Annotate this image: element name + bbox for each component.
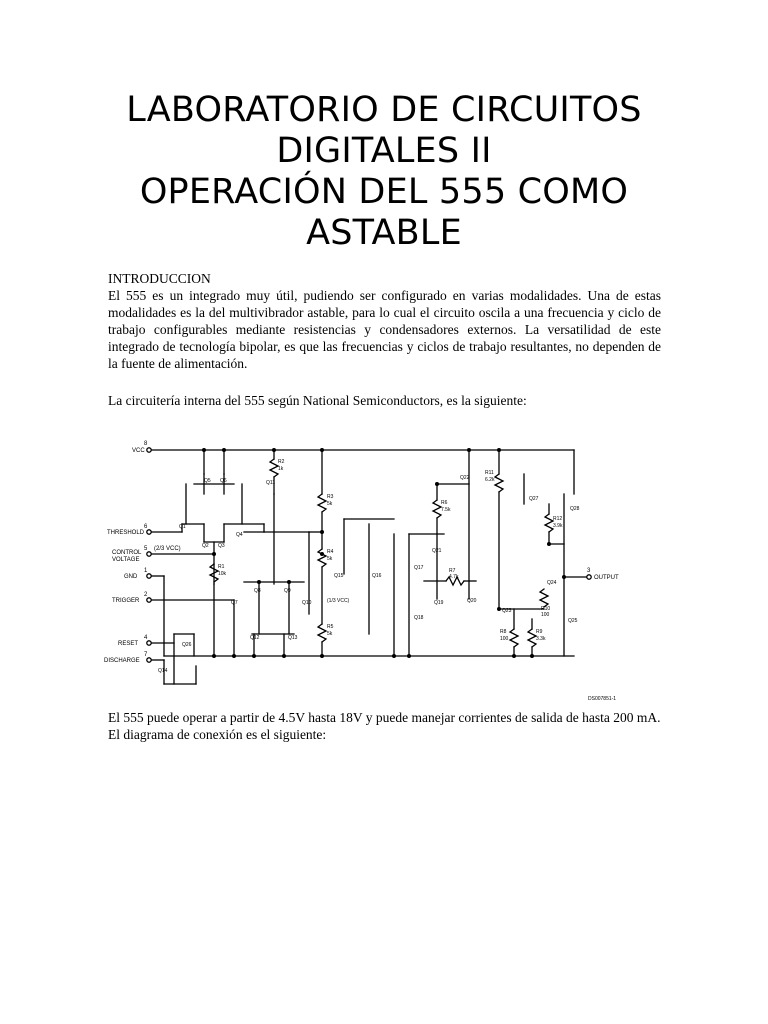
resistor-value: 100 bbox=[541, 612, 550, 618]
transistor-label: Q8 bbox=[254, 588, 261, 594]
discharge-pin-terminal bbox=[147, 658, 151, 662]
transistor-label: Q22 bbox=[460, 475, 470, 481]
trigger-pin-terminal bbox=[147, 598, 151, 602]
gnd-pin-terminal bbox=[147, 574, 151, 578]
resistor-r3-symbol bbox=[318, 494, 326, 512]
transistor-label: Q1 bbox=[179, 524, 186, 530]
pin-number: 2 bbox=[144, 592, 148, 598]
transistor-label: Q3 bbox=[218, 543, 225, 549]
resistor-r11-symbol bbox=[495, 474, 503, 492]
transistor-label: Q13 bbox=[288, 635, 298, 641]
transistor-label: Q12 bbox=[250, 635, 260, 641]
transistor-label: Q9 bbox=[284, 588, 291, 594]
pin-number: 8 bbox=[144, 441, 148, 447]
title-line: LABORATORIO DE CIRCUITOS bbox=[126, 90, 642, 130]
resistor-r9-symbol bbox=[528, 629, 536, 647]
transistor-label: Q18 bbox=[414, 615, 424, 621]
resistor-value: 5k bbox=[327, 501, 333, 507]
resistor-r4-symbol bbox=[318, 549, 326, 567]
figure-reference-code: DS007851-1 bbox=[588, 696, 617, 702]
schematic-diagram bbox=[104, 434, 634, 704]
resistor-label: R8 bbox=[500, 629, 507, 635]
pin-number: 6 bbox=[144, 524, 148, 530]
pin-label-control: CONTROL bbox=[112, 550, 142, 556]
transistor-label: Q24 bbox=[547, 580, 557, 586]
resistor-value: 4.7k bbox=[449, 574, 459, 580]
pin-label-discharge: DISCHARGE bbox=[104, 658, 140, 664]
transistor-label: Q6 bbox=[220, 478, 227, 484]
transistor-label: Q17 bbox=[414, 565, 424, 571]
transistor-label: Q27 bbox=[529, 496, 539, 502]
connection-diagram-intro: El diagrama de conexión es el siguiente: bbox=[108, 727, 327, 742]
pin-label-vcc: VCC bbox=[132, 448, 145, 454]
operating-range-paragraph: El 555 puede operar a partir de 4.5V hasta 18V y puede manejar corrientes de salida de hasta 200 mA. bbox=[108, 710, 661, 725]
pin-label-gnd: GND bbox=[124, 574, 138, 580]
resistor-label: R10 bbox=[541, 606, 551, 612]
resistor-value: 6.2k bbox=[485, 477, 495, 483]
transistor-label: Q21 bbox=[432, 548, 442, 554]
resistor-r5-symbol bbox=[318, 624, 326, 642]
transistor-label: Q2 bbox=[202, 543, 209, 549]
circuit-intro-section bbox=[108, 392, 661, 409]
resistor-r12-symbol bbox=[545, 514, 553, 532]
resistor-label: R4 bbox=[327, 549, 334, 555]
transistor-label: Q26 bbox=[182, 642, 192, 648]
resistor-value: 3.9k bbox=[553, 523, 563, 529]
resistor-label: R11 bbox=[485, 470, 494, 476]
reset-pin-terminal bbox=[147, 641, 151, 645]
junction-dots bbox=[202, 448, 566, 658]
pin-number: 7 bbox=[144, 652, 148, 658]
pin-label-output: OUTPUT bbox=[594, 575, 619, 581]
transistor-label: Q19 bbox=[434, 600, 444, 606]
control-pin-terminal bbox=[147, 552, 151, 556]
pin-label-threshold: THRESHOLD bbox=[107, 530, 145, 536]
resistor-value: 5k bbox=[327, 556, 333, 562]
divider-ratio-label: (1/3 VCC) bbox=[327, 598, 350, 604]
resistor-label: R7 bbox=[449, 568, 456, 574]
document-title bbox=[0, 90, 768, 254]
transistor-label: Q16 bbox=[372, 573, 382, 579]
resistor-label: R1 bbox=[218, 564, 225, 570]
intro-paragraph: El 555 es un integrado muy útil, pudiendo ser configurado en varias modalidades. Una de estas modalidades es la del multivibrador astable, para lo cual el circuito oscila a una frecuencia y ciclo de trabajo configurables mediante resistencias y condensadores externos. La versatilidad de este integrado de tecnología bipolar, es que las frecuencias y ciclos de trabajo resultantes, no dependen de la fuente de alimentación. bbox=[108, 288, 661, 371]
transistor-label: Q7 bbox=[231, 600, 238, 606]
transistor-label: Q4 bbox=[236, 532, 243, 538]
resistor-label: R9 bbox=[536, 629, 543, 635]
threshold-pin-terminal bbox=[147, 530, 151, 534]
resistor-value: 3.3k bbox=[536, 636, 546, 642]
resistor-r10-symbol bbox=[540, 589, 548, 607]
pin-number: 5 bbox=[144, 546, 148, 552]
title-line: ASTABLE bbox=[306, 213, 462, 253]
schematic-figure bbox=[104, 434, 634, 704]
pin-label-trigger: TRIGGER bbox=[112, 598, 140, 604]
transistor-label: Q23 bbox=[502, 608, 512, 614]
resistor-label: R6 bbox=[441, 500, 448, 506]
pin-label-voltage: VOLTAGE bbox=[112, 557, 140, 563]
transistor-label: Q15 bbox=[334, 573, 344, 579]
control-ratio-label: (2/3 VCC) bbox=[154, 546, 181, 552]
section-heading: INTRODUCCION bbox=[108, 271, 211, 286]
transistor-label: Q11 bbox=[266, 480, 276, 486]
resistor-value: 1k bbox=[278, 466, 284, 472]
transistor-label: Q25 bbox=[568, 618, 578, 624]
transistor-label: Q28 bbox=[570, 506, 580, 512]
introduction-section bbox=[108, 270, 661, 372]
resistor-label: R2 bbox=[278, 459, 285, 465]
resistor-r8-symbol bbox=[510, 629, 518, 647]
transistor-label: Q10 bbox=[302, 600, 312, 606]
transistor-label: Q14 bbox=[158, 668, 168, 674]
operating-range-section bbox=[108, 709, 661, 743]
resistor-r2-symbol bbox=[270, 459, 278, 477]
resistor-value: 100 bbox=[500, 636, 509, 642]
output-pin-terminal bbox=[587, 575, 591, 579]
pin-label-reset: RESET bbox=[118, 641, 139, 647]
title-line: DIGITALES II bbox=[276, 131, 492, 171]
resistor-value: 5k bbox=[327, 631, 333, 637]
title-line: OPERACIÓN DEL 555 COMO bbox=[139, 172, 629, 212]
circuit-intro-paragraph: La circuitería interna del 555 según National Semiconductors, es la siguiente: bbox=[108, 393, 527, 408]
pin-number: 1 bbox=[144, 568, 148, 574]
vcc-pin-terminal bbox=[147, 448, 151, 452]
transistor-label: Q20 bbox=[467, 598, 477, 604]
resistor-label: R5 bbox=[327, 624, 334, 630]
resistor-r6-symbol bbox=[433, 500, 441, 518]
pin-number: 3 bbox=[587, 568, 591, 574]
resistor-value: 10k bbox=[218, 571, 227, 577]
resistor-value: 7.5k bbox=[441, 507, 451, 513]
transistor-label: Q5 bbox=[204, 478, 211, 484]
resistor-label: R12 bbox=[553, 516, 563, 522]
resistor-label: R3 bbox=[327, 494, 334, 500]
pin-number: 4 bbox=[144, 635, 148, 641]
